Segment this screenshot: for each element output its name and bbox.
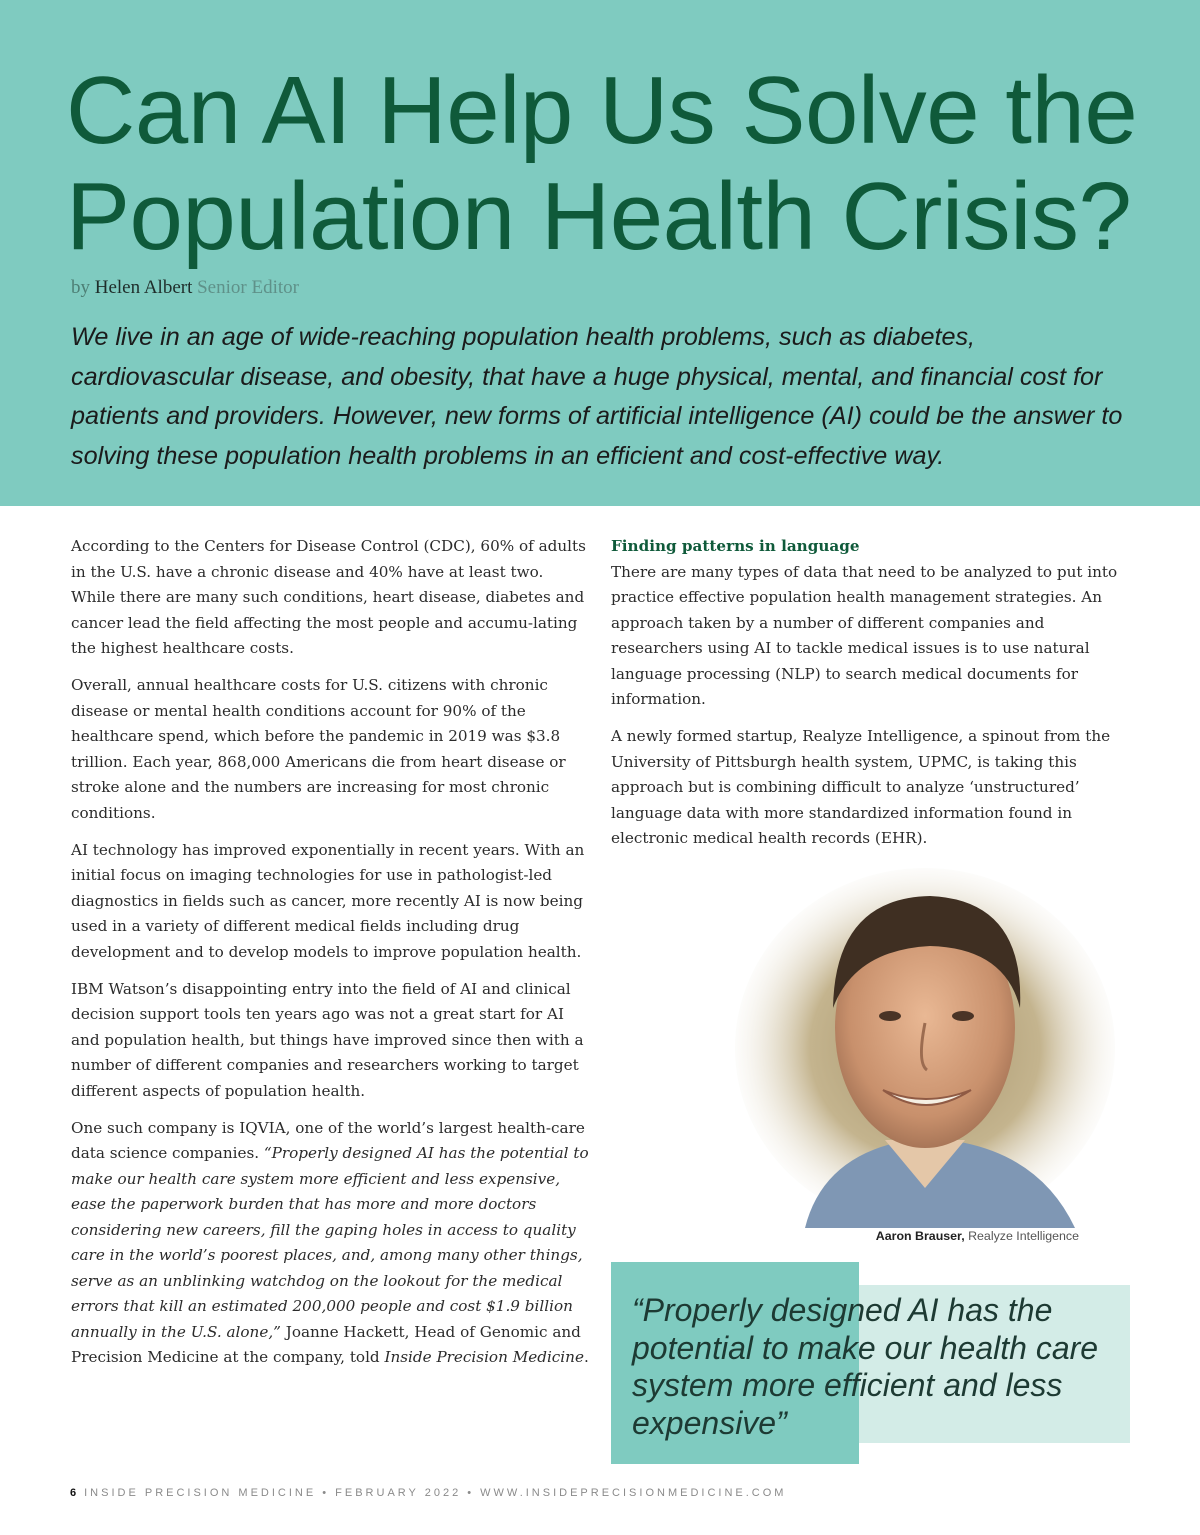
left-eye	[879, 1011, 901, 1021]
section-subhead: Finding patterns in language	[611, 537, 860, 555]
body-paragraph	[71, 1116, 591, 1371]
lede-paragraph: We live in an age of wide-reaching population health problems, such as diabetes, cardiovascular disease, and obesity, that have a huge physical, mental, and financial cost for patients and providers. However, new forms of artificial intelligence (AI) could be the answer to solving these population health problems in an efficient and cost-effective way.	[71, 323, 1123, 470]
photo-caption	[780, 1229, 1079, 1243]
header-band	[0, 0, 1200, 506]
title-line-2: Population Health Crisis?	[66, 163, 1132, 270]
right-eye	[952, 1011, 974, 1021]
sentence-end: .	[583, 1348, 589, 1366]
portrait-photo	[735, 858, 1117, 1228]
caption-name: Aaron Brauser,	[875, 1229, 965, 1243]
footer-text: INSIDE PRECISION MEDICINE • FEBRUARY 2022 • WWW.INSIDEPRECISIONMEDICINE.COM	[84, 1487, 787, 1499]
left-column	[71, 534, 591, 1382]
body-paragraph: Overall, annual healthcare costs for U.S. citizens with chronic disease or mental health conditions account for 90% of the healthcare spend, which before the pandemic in 2019 was $3.8 trillion. Each year, 868,000 Americans die from heart disease or stroke alone and the numbers are increasing for most chronic conditions.	[71, 676, 566, 822]
byline-by: by	[71, 277, 90, 298]
pullquote: “Properly designed AI has the potential to make our health care system more efficient and less expensive”	[632, 1292, 1099, 1441]
body-paragraph: According to the Centers for Disease Control (CDC), 60% of adults in the U.S. have a chronic disease and 40% have at least two. While there are many such conditions, heart disease, diabetes and cancer lead the field affecting the most people and accumu-lating the highest healthcare costs.	[71, 537, 586, 657]
hackett-quote: “Properly designed AI has the potential to make our health care system more efficient and less expensive, ease the paperwork burden that has more and more doctors considering new careers, fill the gaping holes in access to quality care in the world’s poorest places, and, among many other things, serve as an unblinking watchdog on the lookout for the medical errors that kill an estimated 200,000 people and cost $1.9 billion annually in the U.S. alone,”	[71, 1144, 589, 1341]
byline	[71, 277, 299, 299]
body-paragraph: A newly formed startup, Realyze Intelligence, a spinout from the University of Pittsburgh health system, UPMC, is taking this approach but is combining difficult to analyze ‘unstructured’ language data with more standardized information found in electronic medical health records (EHR).	[611, 727, 1111, 847]
article-title	[66, 58, 1176, 270]
page-number: 6	[70, 1487, 77, 1499]
body-paragraph: There are many types of data that need to be analyzed to put into practice effective population health management strategies. An approach taken by a number of different companies and researchers using AI to tackle medical issues is to use natural language processing (NLP) to search medical documents for information.	[611, 562, 1118, 708]
title-line-1: Can AI Help Us Solve the	[66, 57, 1138, 164]
body-paragraph: IBM Watson’s disappointing entry into the field of AI and clinical decision support tools ten years ago was not a great start for AI and population health, but things have improved since then with a number of different companies and researchers working to target different aspects of population health.	[71, 979, 584, 1100]
caption-org: Realyze Intelligence	[968, 1229, 1079, 1243]
page-footer	[70, 1487, 786, 1499]
publication-name: Inside Precision Medicine	[384, 1348, 584, 1366]
body-paragraph: AI technology has improved exponentially in recent years. With an initial focus on imaging technologies for use in pathologist-led diagnostics in fields such as cancer, more recently AI is now being used in a variety of different medical fields including drug development and to develop models to improve population health.	[71, 840, 585, 961]
hackett-attribution: Joanne Hackett, Head of Genomic and Precision Medicine at the company, told	[71, 1322, 581, 1366]
byline-role: Senior Editor	[197, 277, 299, 298]
right-column	[611, 534, 1131, 863]
byline-author: Helen Albert	[94, 277, 193, 298]
iqvia-intro: One such company is IQVIA, one of the world’s largest health-care data science companies.	[71, 1118, 585, 1162]
